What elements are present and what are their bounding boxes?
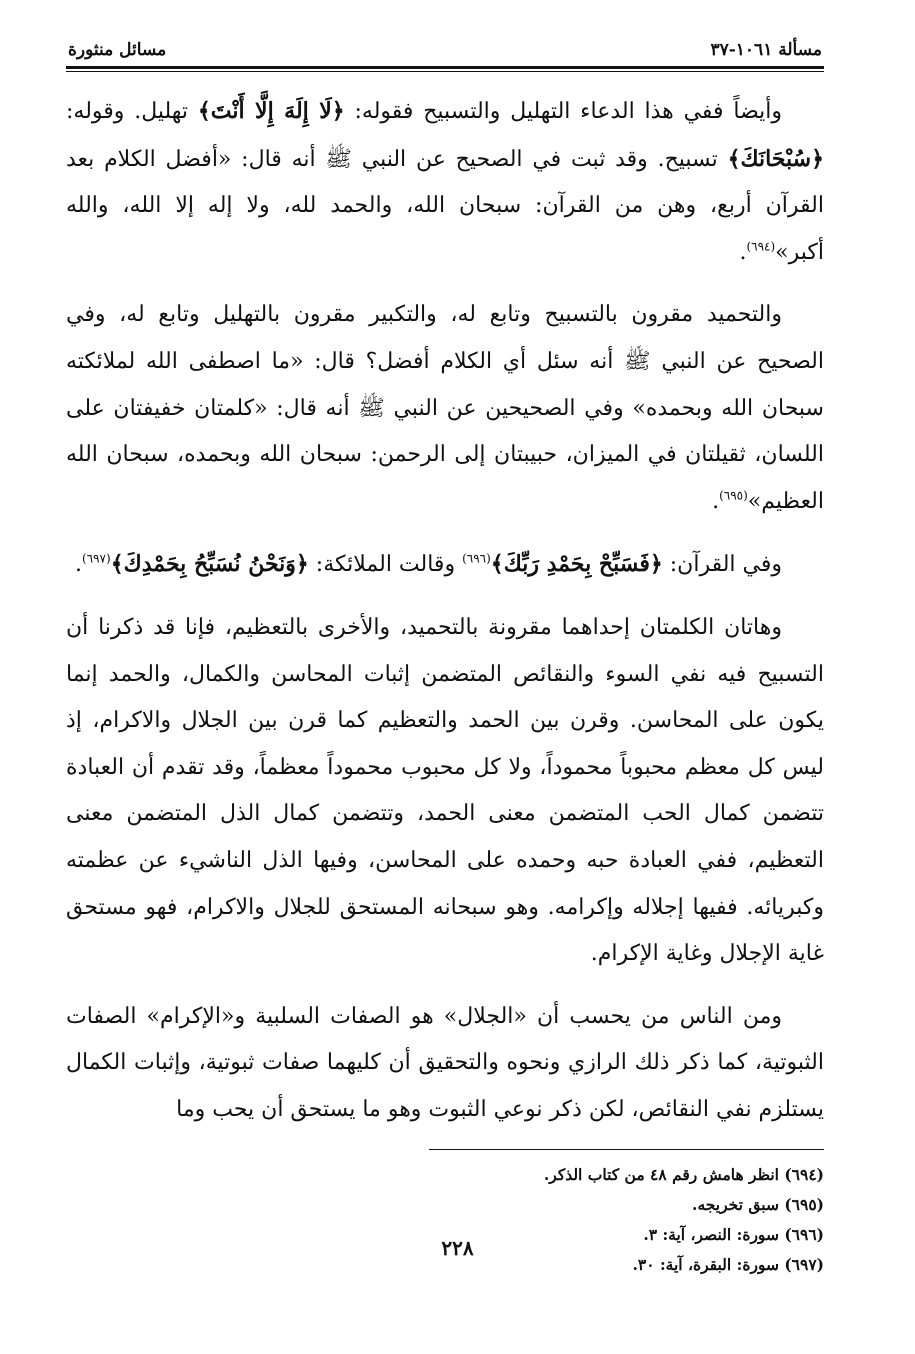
footnote-reference: (٦٩٤) — [746, 239, 776, 254]
book-page — [66, 26, 824, 1336]
footnote-reference: (٦٩٦) — [462, 552, 491, 567]
text-run: ومن الناس من يحسب أن «الجلال» هو الصفات السلبية و«الإكرام» الصفات الثبوتية، كما ذكر ذلك الرازي ونحوه والتحقيق أن كليهما صفات ثبوتية، وإثبات الكمال يستلزم نفي النقائص، لكن ذكر نوعي الثبوت وهو ما يستحق أن يحب وما — [66, 1003, 824, 1122]
paragraph — [66, 292, 824, 525]
quran-quote: ﴿لَا إِلَهَ إِلَّا أَنْتَ﴾ — [197, 98, 345, 124]
footnote-divider — [429, 1149, 824, 1150]
text-run: . — [74, 552, 82, 578]
page-number: ٢٢٨ — [441, 1236, 474, 1260]
text-run: وأيضاً ففي هذا الدعاء التهليل والتسبيح فقوله: — [344, 99, 783, 124]
paragraph — [66, 605, 824, 978]
header-chapter-number: مسألة ١٠٦١-٣٧ — [710, 40, 822, 60]
paragraph — [66, 541, 824, 589]
paragraph — [66, 994, 824, 1134]
header-rule-thick — [66, 66, 824, 69]
text-run: وهاتان الكلمتان إحداهما مقرونة بالتحميد، والأخرى بالتعظيم، فإنا قد ذكرنا أن التسبيح فيه نفي السوء والنقائص المتضمن إثبات المحاسن والكمال، والحمد إنما يكون على المحاسن. وقرن بين الحمد والتعظيم كما قرن بين الجلال والاكرام، إذ ليس كل معظم محبوباً محموداً، ولا كل محبوب محموداً معظماً، وقد تقدم أن العبادة تتضمن كمال الحب المتضمن معنى الحمد، وتتضمن كمال الذل المتضمن معنى التعظيم، ففي العبادة حبه وحمده على المحاسن، وفيها الذل الناشيء عن عظمته وكبريائه. ففيها إجلاله وإكرامه. وهو سبحانه المستحق للجلال والاكرام، فهو مستحق غاية الإجلال وغاية الإكرام. — [66, 614, 824, 967]
footnote-reference: (٦٩٥) — [719, 488, 748, 503]
footnote-item: (٦٩٤) انظر هامش رقم ٤٨ من كتاب الذكر. — [543, 1165, 824, 1185]
footnotes — [66, 1160, 824, 1280]
footnote-item: (٦٩٧) سورة: البقرة، آية: ٣٠. — [632, 1255, 824, 1275]
text-run: تهليل. وقوله: — [66, 99, 198, 124]
footnote-reference: (٦٩٧) — [81, 552, 111, 567]
header-rule-thin — [66, 71, 824, 72]
text-run: تسبيح. وقد ثبت في الصحيح عن النبي ﷺ أنه قال: «أفضل الكلام بعد القرآن أربع، وهن من القرآن: سبحان الله، والحمد لله، ولا إله إلا الله، والله أكبر» — [66, 146, 824, 265]
header-book-title: مسائل منثورة — [68, 40, 167, 60]
text-run: والتحميد مقرون بالتسبيح وتابع له، والتكبير مقرون بالتهليل وتابع له، وفي الصحيح عن النبي ﷺ أنه سئل أي الكلام أفضل؟ قال: «ما اصطفى الله لملائكته سبحان الله وبحمده» وفي الصحيحين عن النبي ﷺ أنه قال: «كلمتان خفيفتان على اللسان، ثقيلتان في الميزان، حبيبتان إلى الرحمن: سبحان الله وبحمده، سبحان الله العظيم» — [66, 302, 824, 514]
text-run: . — [712, 488, 720, 514]
text-run: وفي القرآن: — [662, 552, 782, 578]
text-run: . — [739, 239, 747, 265]
paragraph — [66, 88, 824, 276]
footnote-item: (٦٩٥) سبق تخريجه. — [692, 1195, 824, 1215]
footnote-item: (٦٩٦) سورة: النصر، آية: ٣. — [643, 1225, 824, 1245]
quran-quote: ﴿فَسَبِّحْ بِحَمْدِ رَبِّكَ﴾ — [490, 551, 663, 578]
quran-quote: ﴿وَنَحْنُ نُسَبِّحُ بِحَمْدِكَ﴾ — [110, 551, 309, 578]
quran-quote: ﴿سُبْحَانَكَ﴾ — [727, 145, 824, 172]
main-text — [66, 88, 824, 1133]
text-run: وقالت الملائكة: — [308, 552, 463, 578]
running-header — [66, 26, 824, 64]
